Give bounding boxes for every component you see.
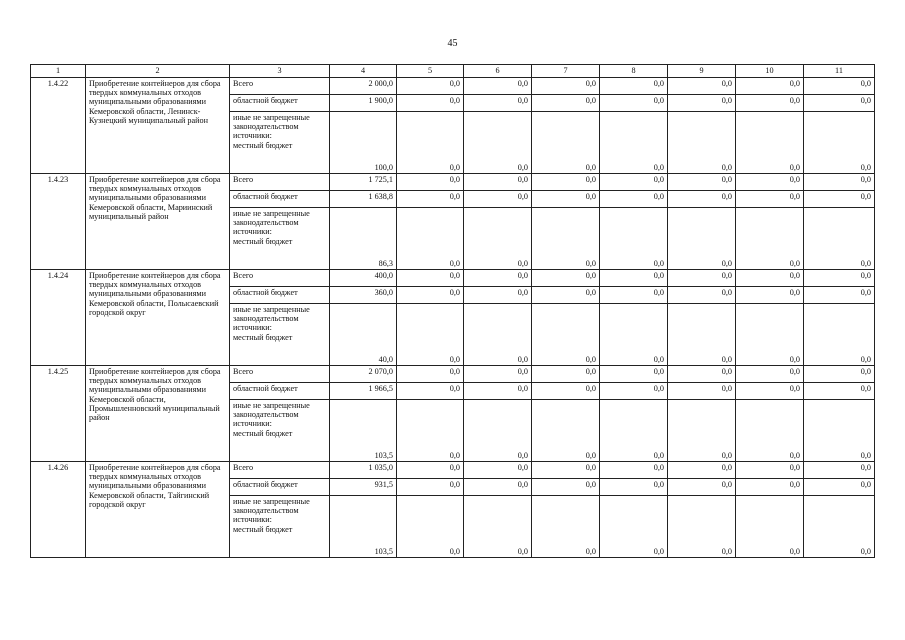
source-local-label: местный бюджет bbox=[233, 140, 293, 150]
amount-cell: 0,0 bbox=[397, 479, 464, 496]
entry-code: 1.4.25 bbox=[31, 366, 86, 462]
budget-table bbox=[30, 64, 875, 558]
amount-cell: 0,0 bbox=[600, 304, 668, 366]
column-number: 6 bbox=[464, 65, 532, 78]
source-regional-label: областной бюджет bbox=[230, 383, 330, 400]
total-amount: 1 035,0 bbox=[330, 462, 397, 479]
total-amount: 1 725,1 bbox=[330, 174, 397, 191]
regional-amount: 1 638,8 bbox=[330, 191, 397, 208]
page-number: 45 bbox=[447, 38, 458, 49]
amount-cell: 0,0 bbox=[397, 496, 464, 558]
amount-cell: 0,0 bbox=[804, 112, 875, 174]
amount-cell: 0,0 bbox=[532, 400, 600, 462]
amount-cell: 0,0 bbox=[600, 366, 668, 383]
amount-cell: 0,0 bbox=[397, 78, 464, 95]
amount-cell: 0,0 bbox=[668, 383, 736, 400]
amount-cell: 0,0 bbox=[600, 383, 668, 400]
amount-cell: 0,0 bbox=[464, 112, 532, 174]
source-total-label: Всего bbox=[230, 366, 330, 383]
source-other-label: иные не запрещенные законодательством источники: bbox=[233, 305, 310, 333]
source-local-label: местный бюджет bbox=[233, 524, 293, 534]
amount-cell: 0,0 bbox=[397, 191, 464, 208]
amount-cell: 0,0 bbox=[736, 208, 804, 270]
local-amount: 40,0 bbox=[330, 304, 397, 366]
amount-cell: 0,0 bbox=[464, 95, 532, 112]
total-amount: 2 070,0 bbox=[330, 366, 397, 383]
amount-cell: 0,0 bbox=[532, 78, 600, 95]
source-other-cell bbox=[230, 400, 330, 462]
source-other-label: иные не запрещенные законодательством источники: bbox=[233, 209, 310, 237]
column-number: 8 bbox=[600, 65, 668, 78]
amount-cell: 0,0 bbox=[736, 383, 804, 400]
total-amount: 400,0 bbox=[330, 270, 397, 287]
amount-cell: 0,0 bbox=[600, 208, 668, 270]
entry-name: Приобретение контейнеров для сбора твердых коммунальных отходов муниципальными образованиями Кемеровской области, Полысаевский городской округ bbox=[86, 270, 230, 366]
amount-cell: 0,0 bbox=[736, 479, 804, 496]
amount-cell: 0,0 bbox=[600, 191, 668, 208]
entry-name: Приобретение контейнеров для сбора твердых коммунальных отходов муниципальными образованиями Кемеровской области, Мариинский муниципальный район bbox=[86, 174, 230, 270]
amount-cell: 0,0 bbox=[397, 304, 464, 366]
amount-cell: 0,0 bbox=[736, 366, 804, 383]
source-regional-label: областной бюджет bbox=[230, 95, 330, 112]
column-number: 9 bbox=[668, 65, 736, 78]
amount-cell: 0,0 bbox=[397, 112, 464, 174]
amount-cell: 0,0 bbox=[464, 496, 532, 558]
amount-cell: 0,0 bbox=[668, 366, 736, 383]
amount-cell: 0,0 bbox=[464, 366, 532, 383]
amount-cell: 0,0 bbox=[532, 191, 600, 208]
amount-cell: 0,0 bbox=[736, 95, 804, 112]
amount-cell: 0,0 bbox=[600, 462, 668, 479]
amount-cell: 0,0 bbox=[804, 95, 875, 112]
column-number-row bbox=[31, 65, 875, 78]
amount-cell: 0,0 bbox=[464, 462, 532, 479]
entry-name: Приобретение контейнеров для сбора твердых коммунальных отходов муниципальными образованиями Кемеровской области, Тайгинский городской округ bbox=[86, 462, 230, 558]
amount-cell: 0,0 bbox=[668, 287, 736, 304]
amount-cell: 0,0 bbox=[397, 383, 464, 400]
amount-cell: 0,0 bbox=[804, 496, 875, 558]
amount-cell: 0,0 bbox=[532, 287, 600, 304]
amount-cell: 0,0 bbox=[397, 174, 464, 191]
amount-cell: 0,0 bbox=[464, 400, 532, 462]
amount-cell: 0,0 bbox=[668, 479, 736, 496]
amount-cell: 0,0 bbox=[397, 270, 464, 287]
local-amount: 103,5 bbox=[330, 496, 397, 558]
amount-cell: 0,0 bbox=[532, 95, 600, 112]
amount-cell: 0,0 bbox=[804, 287, 875, 304]
entry-code: 1.4.26 bbox=[31, 462, 86, 558]
local-amount: 100,0 bbox=[330, 112, 397, 174]
amount-cell: 0,0 bbox=[736, 191, 804, 208]
amount-cell: 0,0 bbox=[668, 78, 736, 95]
amount-cell: 0,0 bbox=[600, 400, 668, 462]
column-number: 5 bbox=[397, 65, 464, 78]
amount-cell: 0,0 bbox=[532, 304, 600, 366]
amount-cell: 0,0 bbox=[668, 95, 736, 112]
amount-cell: 0,0 bbox=[736, 78, 804, 95]
amount-cell: 0,0 bbox=[668, 270, 736, 287]
amount-cell: 0,0 bbox=[397, 366, 464, 383]
amount-cell: 0,0 bbox=[600, 174, 668, 191]
source-other-cell bbox=[230, 112, 330, 174]
amount-cell: 0,0 bbox=[600, 287, 668, 304]
amount-cell: 0,0 bbox=[464, 383, 532, 400]
entry-name: Приобретение контейнеров для сбора твердых коммунальных отходов муниципальными образованиями Кемеровской области, Промышленновский муниципальный район bbox=[86, 366, 230, 462]
table-row bbox=[31, 270, 875, 287]
amount-cell: 0,0 bbox=[464, 479, 532, 496]
amount-cell: 0,0 bbox=[804, 479, 875, 496]
amount-cell: 0,0 bbox=[736, 287, 804, 304]
amount-cell: 0,0 bbox=[668, 496, 736, 558]
source-regional-label: областной бюджет bbox=[230, 479, 330, 496]
amount-cell: 0,0 bbox=[736, 304, 804, 366]
regional-amount: 931,5 bbox=[330, 479, 397, 496]
local-amount: 86,3 bbox=[330, 208, 397, 270]
amount-cell: 0,0 bbox=[668, 304, 736, 366]
amount-cell: 0,0 bbox=[668, 208, 736, 270]
amount-cell: 0,0 bbox=[464, 287, 532, 304]
source-other-label: иные не запрещенные законодательством источники: bbox=[233, 401, 310, 429]
entry-name: Приобретение контейнеров для сбора твердых коммунальных отходов муниципальными образованиями Кемеровской области, Ленинск-Кузнецкий муниципальный район bbox=[86, 78, 230, 174]
table-row bbox=[31, 78, 875, 95]
source-total-label: Всего bbox=[230, 78, 330, 95]
amount-cell: 0,0 bbox=[804, 191, 875, 208]
column-number: 10 bbox=[736, 65, 804, 78]
column-number: 2 bbox=[86, 65, 230, 78]
amount-cell: 0,0 bbox=[668, 174, 736, 191]
source-other-cell bbox=[230, 304, 330, 366]
amount-cell: 0,0 bbox=[464, 270, 532, 287]
amount-cell: 0,0 bbox=[532, 462, 600, 479]
amount-cell: 0,0 bbox=[668, 112, 736, 174]
amount-cell: 0,0 bbox=[397, 400, 464, 462]
amount-cell: 0,0 bbox=[532, 383, 600, 400]
amount-cell: 0,0 bbox=[397, 287, 464, 304]
amount-cell: 0,0 bbox=[464, 78, 532, 95]
table-row bbox=[31, 462, 875, 479]
table-row bbox=[31, 174, 875, 191]
source-regional-label: областной бюджет bbox=[230, 191, 330, 208]
amount-cell: 0,0 bbox=[736, 496, 804, 558]
amount-cell: 0,0 bbox=[532, 366, 600, 383]
amount-cell: 0,0 bbox=[804, 208, 875, 270]
source-other-label: иные не запрещенные законодательством источники: bbox=[233, 497, 310, 525]
amount-cell: 0,0 bbox=[532, 496, 600, 558]
amount-cell: 0,0 bbox=[532, 112, 600, 174]
entry-code: 1.4.23 bbox=[31, 174, 86, 270]
amount-cell: 0,0 bbox=[397, 95, 464, 112]
amount-cell: 0,0 bbox=[804, 383, 875, 400]
amount-cell: 0,0 bbox=[804, 78, 875, 95]
amount-cell: 0,0 bbox=[736, 400, 804, 462]
amount-cell: 0,0 bbox=[600, 479, 668, 496]
column-number: 11 bbox=[804, 65, 875, 78]
local-amount: 103,5 bbox=[330, 400, 397, 462]
amount-cell: 0,0 bbox=[532, 270, 600, 287]
amount-cell: 0,0 bbox=[532, 208, 600, 270]
amount-cell: 0,0 bbox=[397, 208, 464, 270]
total-amount: 2 000,0 bbox=[330, 78, 397, 95]
amount-cell: 0,0 bbox=[464, 191, 532, 208]
amount-cell: 0,0 bbox=[600, 112, 668, 174]
amount-cell: 0,0 bbox=[668, 462, 736, 479]
column-number: 1 bbox=[31, 65, 86, 78]
source-total-label: Всего bbox=[230, 174, 330, 191]
source-local-label: местный бюджет bbox=[233, 236, 293, 246]
amount-cell: 0,0 bbox=[600, 95, 668, 112]
regional-amount: 1 966,5 bbox=[330, 383, 397, 400]
amount-cell: 0,0 bbox=[804, 366, 875, 383]
column-number: 7 bbox=[532, 65, 600, 78]
amount-cell: 0,0 bbox=[804, 462, 875, 479]
amount-cell: 0,0 bbox=[532, 479, 600, 496]
amount-cell: 0,0 bbox=[804, 174, 875, 191]
source-total-label: Всего bbox=[230, 270, 330, 287]
table-row bbox=[31, 366, 875, 383]
source-total-label: Всего bbox=[230, 462, 330, 479]
amount-cell: 0,0 bbox=[668, 191, 736, 208]
entry-code: 1.4.22 bbox=[31, 78, 86, 174]
amount-cell: 0,0 bbox=[464, 174, 532, 191]
amount-cell: 0,0 bbox=[736, 112, 804, 174]
amount-cell: 0,0 bbox=[600, 270, 668, 287]
amount-cell: 0,0 bbox=[532, 174, 600, 191]
column-number: 4 bbox=[330, 65, 397, 78]
amount-cell: 0,0 bbox=[668, 400, 736, 462]
amount-cell: 0,0 bbox=[804, 400, 875, 462]
amount-cell: 0,0 bbox=[804, 304, 875, 366]
source-regional-label: областной бюджет bbox=[230, 287, 330, 304]
amount-cell: 0,0 bbox=[464, 208, 532, 270]
source-other-cell bbox=[230, 208, 330, 270]
amount-cell: 0,0 bbox=[464, 304, 532, 366]
source-local-label: местный бюджет bbox=[233, 332, 293, 342]
amount-cell: 0,0 bbox=[736, 462, 804, 479]
source-other-cell bbox=[230, 496, 330, 558]
regional-amount: 1 900,0 bbox=[330, 95, 397, 112]
amount-cell: 0,0 bbox=[736, 174, 804, 191]
column-number: 3 bbox=[230, 65, 330, 78]
source-local-label: местный бюджет bbox=[233, 428, 293, 438]
amount-cell: 0,0 bbox=[736, 270, 804, 287]
amount-cell: 0,0 bbox=[397, 462, 464, 479]
amount-cell: 0,0 bbox=[804, 270, 875, 287]
source-other-label: иные не запрещенные законодательством источники: bbox=[233, 113, 310, 141]
amount-cell: 0,0 bbox=[600, 496, 668, 558]
amount-cell: 0,0 bbox=[600, 78, 668, 95]
entry-code: 1.4.24 bbox=[31, 270, 86, 366]
regional-amount: 360,0 bbox=[330, 287, 397, 304]
